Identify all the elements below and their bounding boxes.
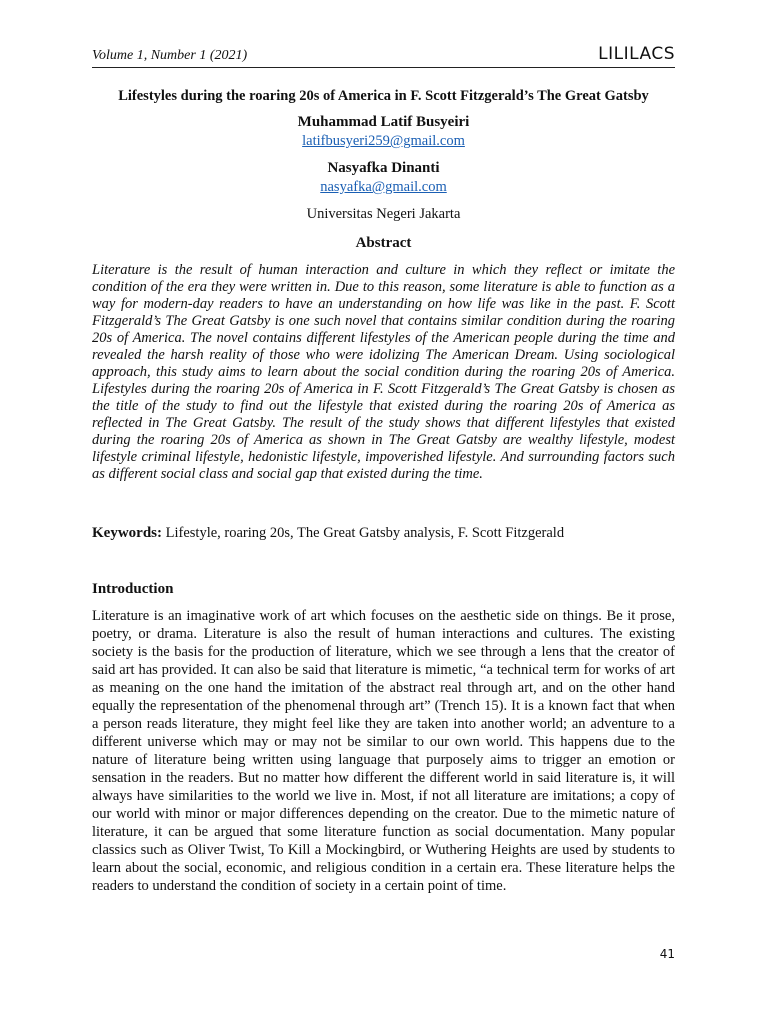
author-email-2[interactable]: nasyafka@gmail.com bbox=[320, 179, 447, 195]
author-name-1: Muhammad Latif Busyeiri bbox=[297, 114, 470, 130]
paper-page bbox=[92, 0, 675, 1024]
author-email-1[interactable]: latifbusyeri259@gmail.com bbox=[302, 133, 465, 149]
journal-logo: LILILACS bbox=[598, 44, 675, 64]
keywords bbox=[92, 525, 675, 542]
introduction-text: Literature is an imaginative work of art which focuses on the aesthetic side on things. Be it prose, poetry, or drama. Literature is also the result of human interactions and cultures. The existing society is the basis for the production of literature, which we see through a lens that the creator of said art has provided. It can also be said that literature is mimetic, “a technical term for works of art as meaning on the one hand the imitation of the abstract real through art, and on the other hand equally the representation of the phenomenal through art” (Trench 15). It is a known fact that when a person reads literature, they might feel like they are taken into another world; an adventure to a different universe which may or may not be similar to our own world. This happens due to the nature of literature being written using language that purposely aims to trigger an emotion or sensation in the readers. But no matter how different the different world in said literature is, it will always have similarities to the world we live in. Most, if not all literature are imitations; a copy of our world with minor or major differences depending on the creator. Due to the mimetic nature of literature, it can be argued that some literature function as social documentation. Many popular classics such as Oliver Twist, To Kill a Mockingbird, or Wuthering Heights are used by students to learn about the social, economic, and religious condition in a certain era. These literature helps the readers to understand the condition of society in a certain point of time. bbox=[92, 608, 675, 894]
page-number: 41 bbox=[659, 947, 675, 961]
keywords-label: Keywords: bbox=[92, 525, 162, 541]
introduction-heading: Introduction bbox=[92, 581, 174, 597]
abstract-text: Literature is the result of human interaction and culture in which they reflect or imitate the condition of the era they were written in. Due to this reason, some literature is able to function as a way for modern-day readers to have an understanding on how life was like in the past. F. Scott Fitzgerald’s The Great Gatsby is one such novel that contains similar condition during the roaring 20s of America. The novel contains different lifestyles of the American people during the time and revealed the harsh reality of those who were idolizing The American Dream. Using sociological approach, this study aims to learn about the social condition during the roaring 20s of America. Lifestyles during the roaring 20s of America in F. Scott Fitzgerald’s The Great Gatsby is chosen as the title of the study to find out the lifestyle that existed during the roaring 20s of America as reflected in The Great Gatsby. The result of the study shows that different lifestyles that existed during the roaring 20s of America as shown in The Great Gatsby are wealthy lifestyle, modest lifestyle criminal lifestyle, hedonistic lifestyle, impoverished lifestyle. And surrounding factors such as different social class and social gap that existed during the time. bbox=[92, 262, 675, 482]
author-name-2: Nasyafka Dinanti bbox=[327, 160, 440, 176]
paper-title: Lifestyles during the roaring 20s of America in F. Scott Fitzgerald’s The Great Gatsby bbox=[118, 88, 649, 104]
abstract-heading: Abstract bbox=[355, 235, 412, 251]
header-rule bbox=[92, 67, 675, 68]
keywords-text: Lifestyle, roaring 20s, The Great Gatsby analysis, F. Scott Fitzgerald bbox=[165, 525, 565, 541]
running-header bbox=[92, 44, 675, 68]
volume-label: Volume 1, Number 1 (2021) bbox=[92, 48, 248, 63]
affiliation: Universitas Negeri Jakarta bbox=[306, 206, 461, 222]
